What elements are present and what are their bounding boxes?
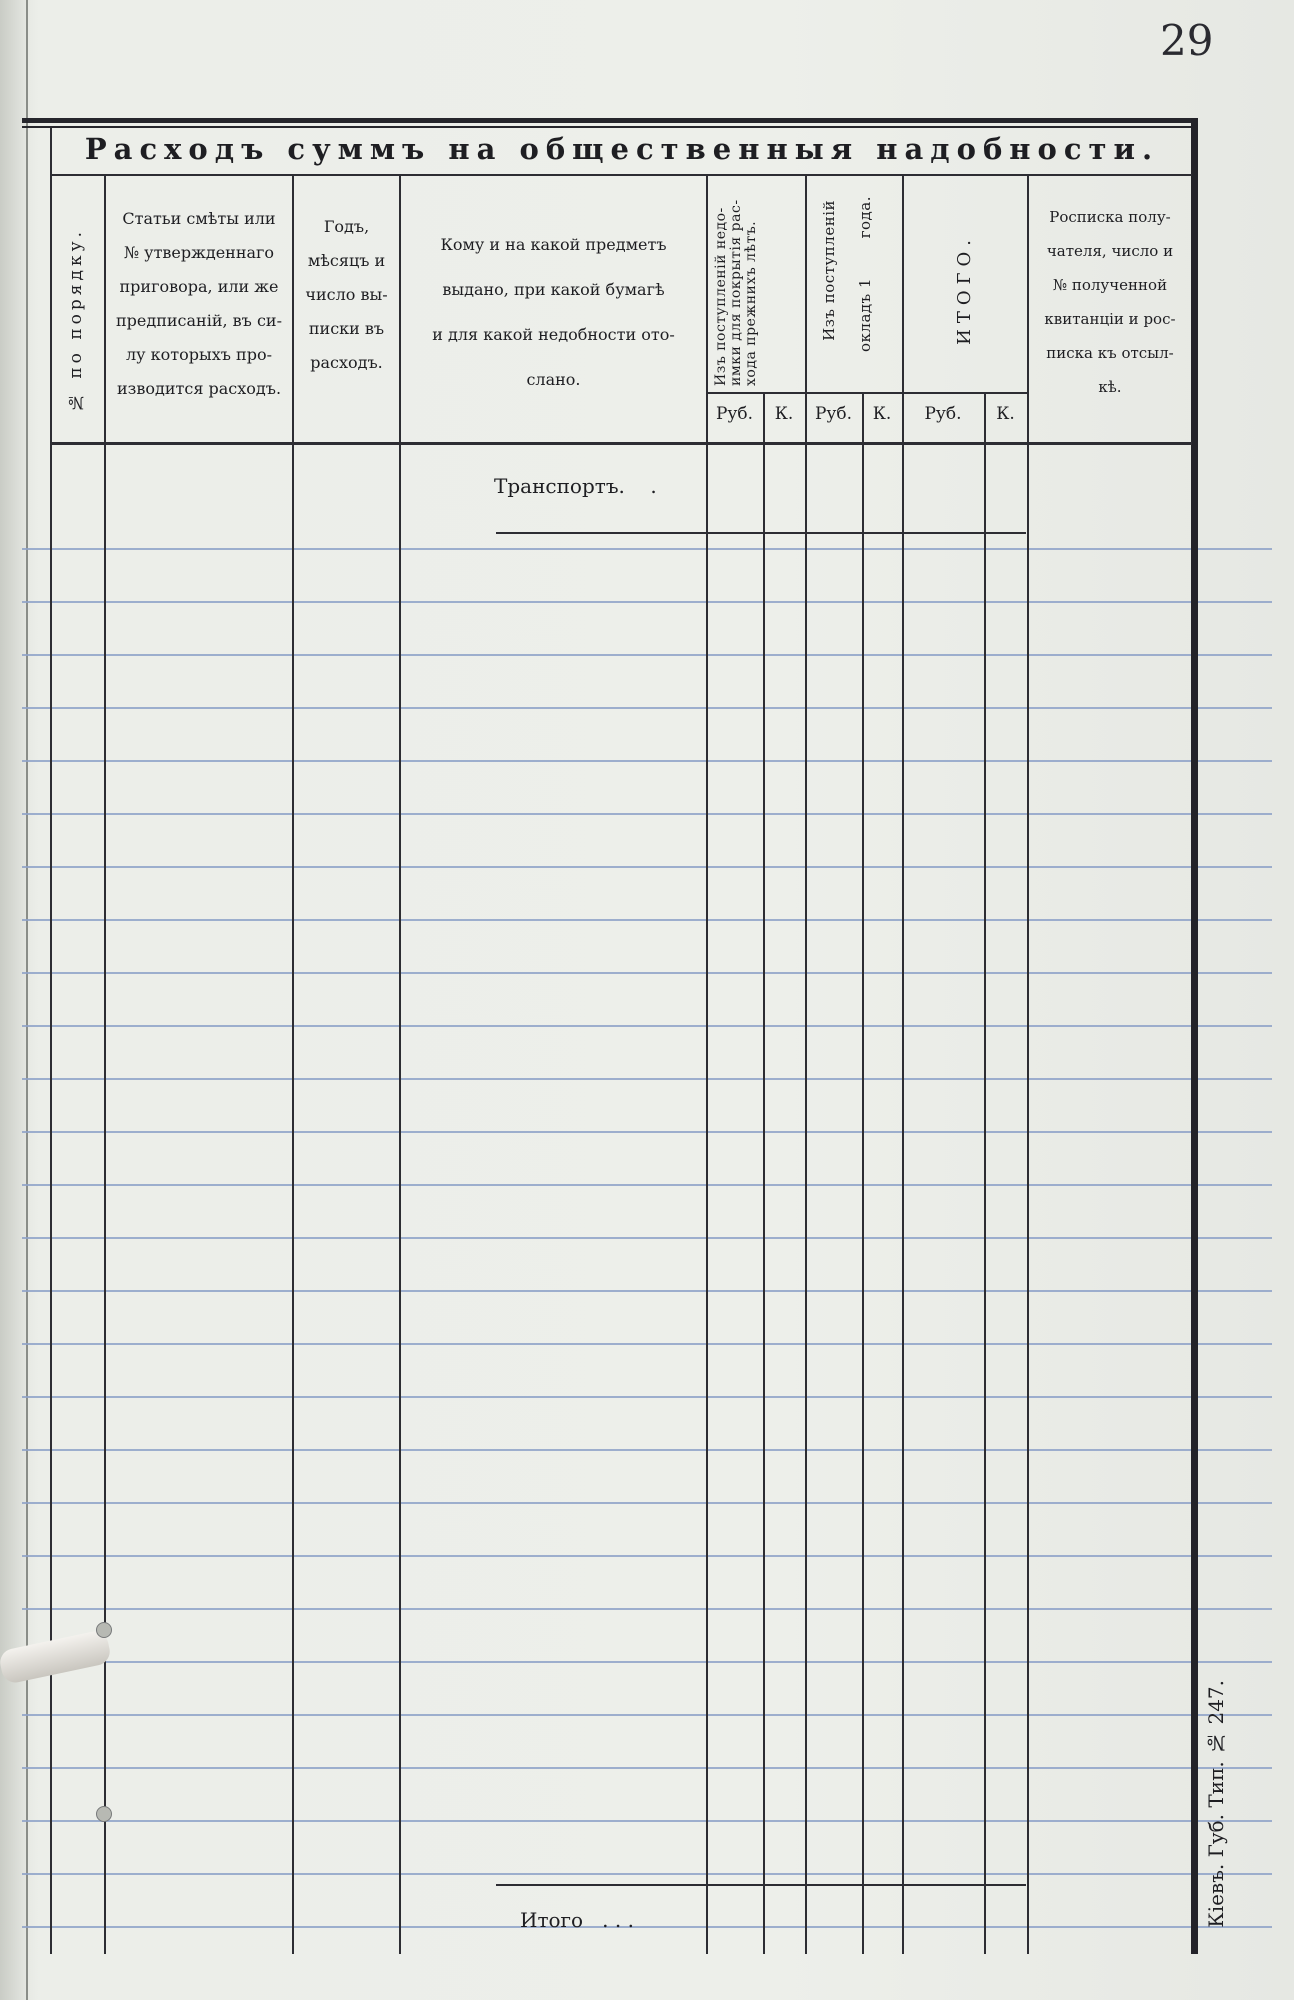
unit-kop-total: К.: [996, 404, 1015, 424]
ruled-line: [22, 1343, 1272, 1345]
ruled-line: [22, 1555, 1272, 1557]
ruled-line: [22, 1184, 1272, 1186]
header-current-2: окладъ 1: [856, 278, 874, 352]
ruled-line: [22, 1290, 1272, 1292]
header-date: Годъ, мѣсяцъ и число вы- писки въ расходъ.: [305, 217, 388, 372]
ruled-line: [22, 1820, 1272, 1822]
ruled-line: [22, 1502, 1272, 1504]
unit-kop-current: К.: [872, 404, 892, 424]
transport-label: Транспортъ. .: [494, 474, 657, 498]
col-line-10: [1027, 174, 1029, 1954]
table-frame-top: [22, 118, 1198, 123]
ruled-line: [22, 1449, 1272, 1451]
money-unit-rule: [706, 392, 1028, 394]
ruled-line: [22, 1714, 1272, 1716]
ruled-line: [22, 1078, 1272, 1080]
ruled-line: [22, 548, 1272, 550]
unit-rub-total: Руб.: [924, 404, 962, 424]
total-rule: [496, 1884, 1026, 1886]
header-top-rule: [52, 174, 1192, 176]
header-current-1: Изъ поступленiй: [820, 200, 838, 341]
header-arrears: Изъ поступленiй недо- имки для покрытiя рас- хода прежнихъ лѣтъ.: [713, 199, 759, 386]
printer-imprint: Кiевъ. Губ. Тип. № 247.: [1204, 1680, 1228, 1928]
table-frame-top-inner: [22, 126, 1198, 128]
transport-rule: [496, 532, 1026, 534]
ruled-line: [22, 707, 1272, 709]
header-articles: Статьи смѣты или № утвержденнаго приговора, или же предписанiй, въ си- лу которыхъ про- изводится расходъ.: [116, 209, 282, 398]
binding-spine: [0, 0, 28, 2000]
ruled-line: [22, 1873, 1272, 1875]
ruled-line: [22, 866, 1272, 868]
col-line-0: [50, 128, 52, 1954]
total-label: Итого . . .: [520, 1908, 634, 1932]
unit-rub-arrears: Руб.: [715, 404, 754, 424]
ruled-line: [22, 1926, 1272, 1928]
ruled-line: [22, 972, 1272, 974]
ruled-line: [22, 1608, 1272, 1610]
col-line-4: [706, 174, 708, 1954]
col-line-5: [763, 392, 765, 1954]
table-frame-right: [1191, 118, 1198, 1954]
header-current-3: года.: [856, 196, 874, 239]
ruled-line: [22, 1237, 1272, 1239]
header-total: ИТОГО.: [954, 234, 975, 345]
col-line-8: [902, 174, 904, 1954]
header-receipt: Росписка полу- чателя, число и № полученной квитанцiи и рос- писка къ отсыл- кѣ.: [1044, 208, 1176, 396]
col-line-9: [984, 392, 986, 1954]
col-line-3: [399, 174, 401, 1954]
ruled-line: [22, 813, 1272, 815]
binding-hole-bottom: [96, 1806, 112, 1822]
col-line-1: [104, 174, 106, 1954]
ruled-line: [22, 601, 1272, 603]
col-line-6: [805, 174, 807, 1954]
ruled-line: [22, 1396, 1272, 1398]
ledger-title: Расходъ суммъ на общественныя надобности.: [84, 132, 1160, 166]
ruled-line: [22, 1661, 1272, 1663]
col-line-7: [862, 392, 864, 1954]
col-line-2: [292, 174, 294, 1954]
header-order-no: № по порядку.: [66, 228, 86, 413]
ruled-line: [22, 654, 1272, 656]
unit-kop-arrears: К.: [774, 404, 794, 424]
unit-rub-current: Руб.: [814, 404, 853, 424]
ruled-line: [22, 1025, 1272, 1027]
page-number: 29: [1160, 16, 1214, 65]
header-bottom-rule: [52, 442, 1192, 445]
ruled-line: [22, 919, 1272, 921]
ruled-line: [22, 1767, 1272, 1769]
ruled-line: [22, 760, 1272, 762]
binding-hole-top: [96, 1622, 112, 1638]
ruled-line: [22, 1131, 1272, 1133]
header-recipient: Кому и на какой предметъ выдано, при какой бумагѣ и для какой недобности ото- слано.: [432, 235, 675, 389]
